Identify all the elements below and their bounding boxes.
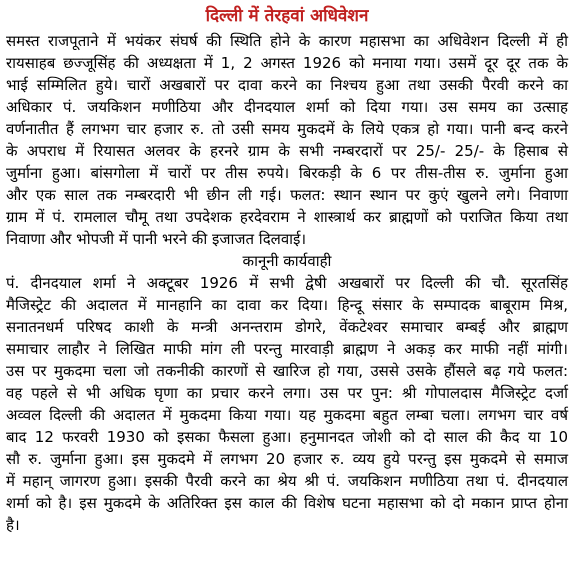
paragraph-line: सौ रु. जुर्माना हुआ। इस मुकदमे में लगभग 20 हजार रु. व्यय हुये परन्तु इस मुकदमे से समाज bbox=[6, 450, 568, 468]
paragraph-line: जुर्माना हुआ। बांसगोला में चारों पर तीस रुपये। बिरकड़ी के 6 पर तीस-तीस रु. जुर्माना हुआ bbox=[6, 164, 568, 182]
paragraph-line: निवाणा और भोपजी में पानी भरने की इजाजत दिलवाई। bbox=[6, 230, 307, 248]
paragraph-line: समाचार लाहौर ने लिखित माफी मांग ली परन्तु मारवाड़ी ब्राह्मण ने अकड़ कर माफी नहीं मांगी। bbox=[6, 340, 568, 358]
paragraph-line: पं. दीनदयाल शर्मा ने अक्टूबर 1926 में सभी द्वेषी अखबारों पर दिल्ली की चौ. सूरतसिंह bbox=[6, 274, 568, 292]
paragraph-line: वह पहले से भी अधिक घृणा का प्रचार करने लगा। उस पर पुन: श्री गोपालदास मैजिस्ट्रेट दर्जा bbox=[6, 384, 568, 402]
page-title: दिल्ली में तेरहवां अधिवेशन bbox=[205, 6, 369, 26]
paragraph-line: मैजिस्ट्रेट की अदालत में मानहानि का दावा कर दिया। हिन्दू संसार के सम्पादक बाबूराम मिश्र, bbox=[6, 296, 568, 314]
paragraph-line: समस्त राजपूताने में भयंकर संघर्ष की स्थिति होने के कारण महासभा का अधिवेशन दिल्ली में ही bbox=[6, 32, 568, 50]
paragraph-line: के अपराध में रियासत अलवर के हरनरे ग्राम के सभी नम्बरदारों पर 25/- 25/- के हिसाब से bbox=[6, 142, 568, 160]
paragraph-line: ग्राम में पं. रामलाल चौमू तथा उपदेशक हरदेवराम ने शास्त्रार्थ कर ब्राह्मणों को पराजित किया तथा bbox=[6, 208, 568, 226]
paragraph-line: अधिकार पं. जयकिशन मणीठिया और दीनदयाल शर्मा को दिया गया। उस समय का उत्साह bbox=[6, 98, 568, 116]
paragraph-line: शर्मा को है। इस मुकदमे के अतिरिक्त इस काल की विशेष घटना महासभा को दो मकान प्राप्त होना bbox=[6, 494, 568, 512]
paragraph-line: उस पर मुकदमा चला जो तकनीकी कारणों से खारिज हो गया, उससे उसके हौंसले बढ़ गये फलत: bbox=[6, 362, 568, 380]
paragraph-line: रायसाहब छज्जूसिंह की अध्यक्षता में 1, 2 अगस्त 1926 को मनाया गया। उसमें दूर दूर तक के bbox=[6, 54, 568, 72]
paragraph-line: अव्वल दिल्ली की अदालत में मुकदमा किया गया। यह मुकदमा बहुत लम्बा चला। लगभग चार वर्ष bbox=[6, 406, 568, 424]
paragraph-line: और एक साल तक नम्बरदारी भी छीन ली गई। फलत: स्थान स्थान पर कुएं खुलने लगे। निवाणा bbox=[6, 186, 568, 204]
paragraph-line: सनातनधर्म परिषद काशी के मन्त्री अनन्तराम डोगरे, वेंकटेश्वर समाचार बम्बई और ब्राह्मण bbox=[6, 318, 568, 336]
section-heading: कानूनी कार्यवाही bbox=[242, 252, 332, 270]
paragraph-line: है। bbox=[6, 516, 20, 534]
paragraph-line: वर्णनातीत हैं लगभग चार हजार रु. तो उसी समय मुकदमें के लिये एकत्र हो गया। पानी बन्द करने bbox=[6, 120, 568, 138]
paragraph-line: भाई सम्मिलित हुये। चारों अखबारों पर दावा करने का निश्चय हुआ तथा उसकी पैरवी करने का bbox=[6, 76, 568, 94]
paragraph-line: बाद 12 फरवरी 1930 को इसका फैसला हुआ। हनुमानदत जोशी को दो साल की कैद या 10 bbox=[6, 428, 568, 446]
paragraph-line: में महान् जागरण हुआ। इसकी पैरवी करने का श्रेय श्री पं. जयकिशन मणीठिया तथा पं. दीनदयाल bbox=[6, 472, 568, 490]
